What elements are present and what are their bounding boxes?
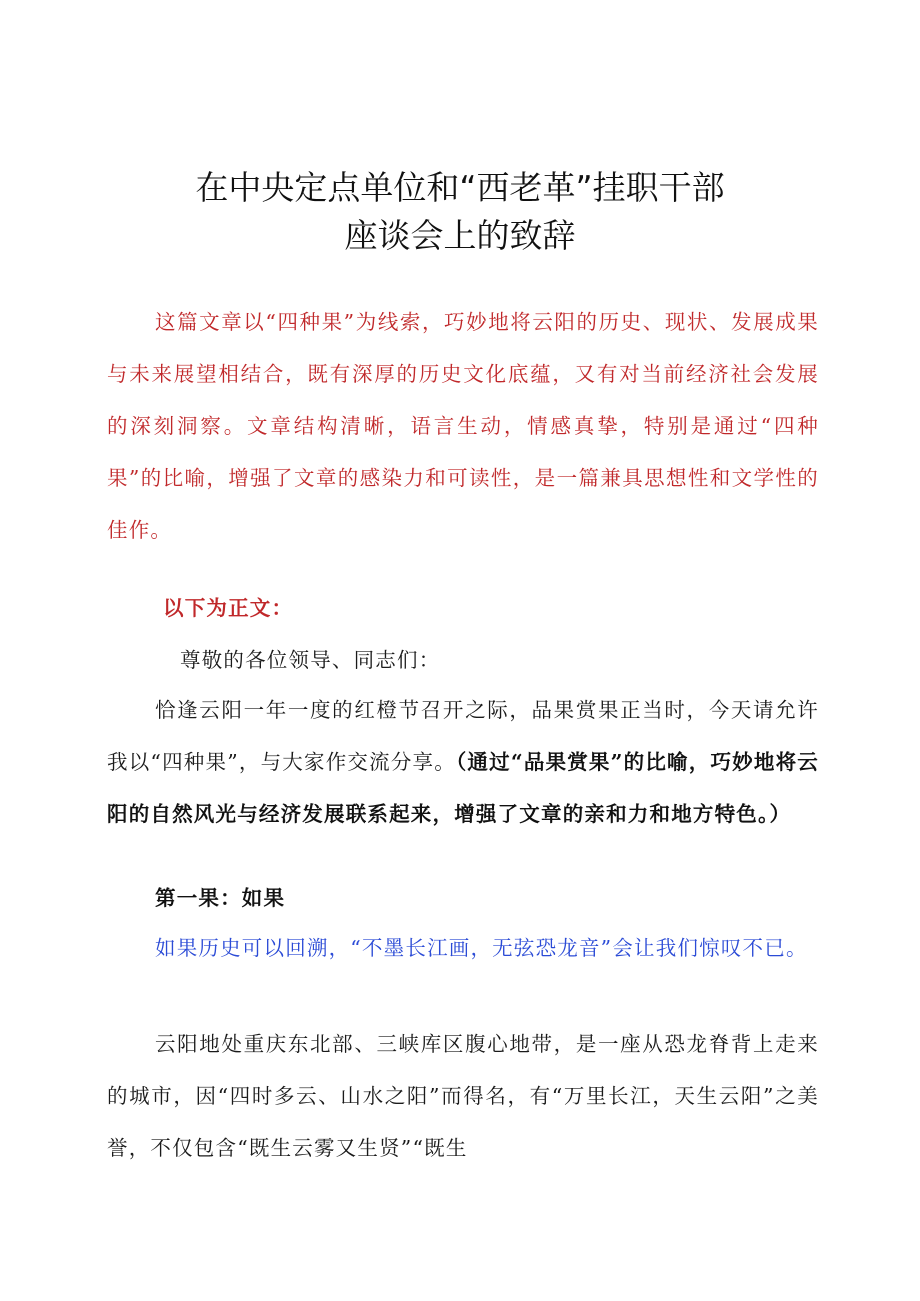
- paragraph-yunyang-intro: 云阳地处重庆东北部、三峡库区腹心地带，是一座从恐龙脊背上走来的城市，因“四时多云、山水之阳”而得名，有“万里长江，天生云阳”之美誉，不仅包含“既生云雾又生贤”“既生: [107, 1032, 819, 1160]
- inline-commentary-note: （通过“品果赏果”的比喻，巧妙地将云阳的自然风光与经济发展联系起来，增强了文章的亲和力和地方特色。）: [107, 750, 819, 826]
- editor-commentary: 这篇文章以“四种果”为线索，巧妙地将云阳的历史、现状、发展成果与未来展望相结合，既有深厚的历史文化底蕴，又有对当前经济社会发展的深刻洞察。文章结构清晰，语言生动，情感真挚，特别是通过“四种果”的比喻，增强了文章的感染力和可读性，是一篇兼具思想性和文学性的佳作。: [107, 310, 819, 542]
- body-start-marker: 以下为正文：: [163, 596, 294, 620]
- document-title-line-2: 座谈会上的致辞: [344, 216, 576, 255]
- paragraph-highlight: 如果历史可以回溯，“不墨长江画，无弦恐龙音”会让我们惊叹不已。: [155, 936, 808, 960]
- section-heading-first-fruit: 第一果：如果: [155, 886, 286, 910]
- paragraph-opening-text: 恰逢云阳一年一度的红橙节召开之际，品果赏果正当时，今天请允许我以“四种果”，与大家作交流分享。: [107, 698, 819, 774]
- document-title-line-1: 在中央定点单位和“西老革”挂职干部: [195, 168, 725, 207]
- salutation: 尊敬的各位领导、同志们：: [180, 648, 441, 672]
- paragraph-opening: [107, 684, 819, 840]
